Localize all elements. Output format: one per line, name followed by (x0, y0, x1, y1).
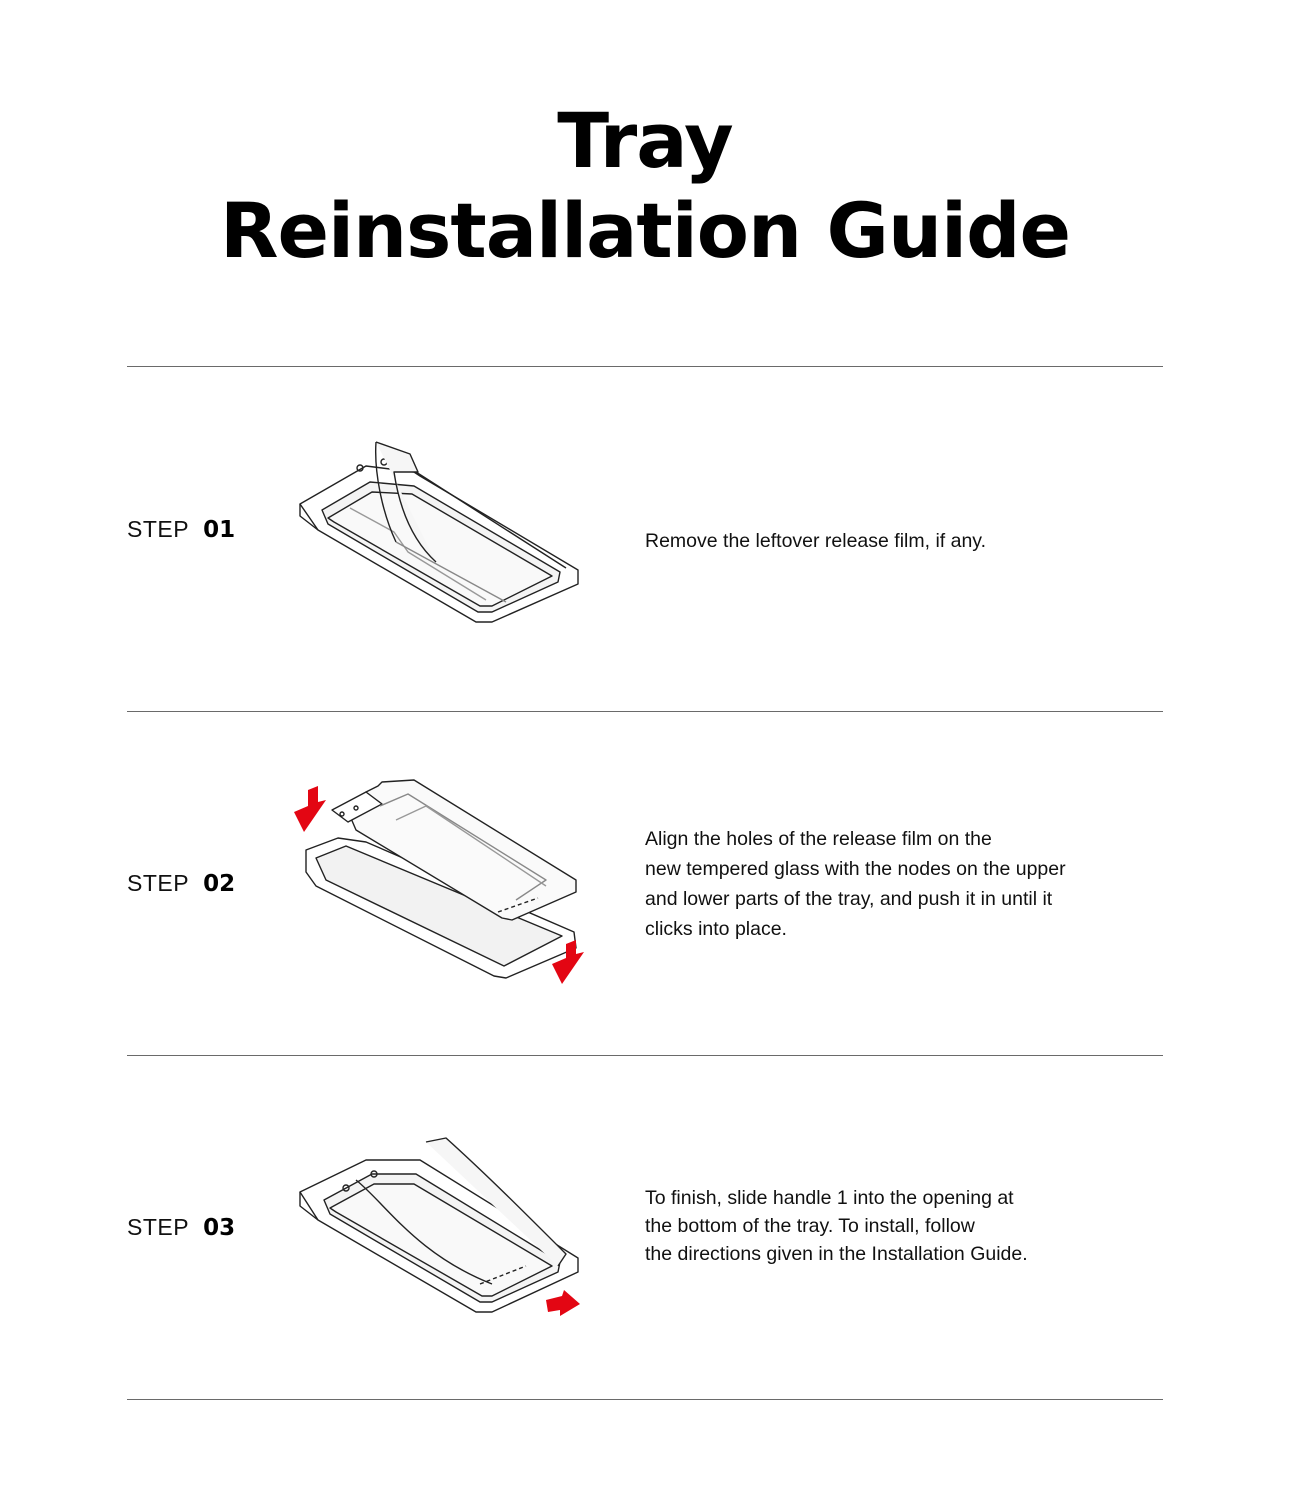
arrow-down-icon (294, 786, 326, 832)
step-description: To finish, slide handle 1 into the opening at the bottom of the tray. To install, follow the directions given in the Installation Guide. (645, 1187, 1028, 1265)
step-word: STEP (127, 1214, 190, 1240)
step-description: Remove the leftover release film, if any. (645, 530, 987, 552)
title-line-1: Tray (557, 96, 733, 185)
tray-illustration-icon (296, 1134, 586, 1324)
arrow-right-icon (546, 1290, 580, 1316)
step-number: 03 (203, 1215, 236, 1241)
step-label (127, 1214, 235, 1241)
title-line-2: Reinstallation Guide (219, 186, 1071, 275)
step-number: 01 (203, 517, 236, 543)
tray-illustration-icon (296, 432, 586, 632)
step-label (127, 870, 235, 897)
divider (127, 711, 1163, 712)
step-number: 02 (203, 871, 236, 897)
step-label (127, 516, 235, 543)
divider (127, 1399, 1163, 1400)
tray-illustration-icon (286, 776, 596, 990)
step-description: Align the holes of the release film on the new tempered glass with the nodes on the upper and lower parts of the tray, and push it in until it clicks into place. (645, 828, 1066, 940)
step-word: STEP (127, 870, 190, 896)
step-word: STEP (127, 516, 190, 542)
divider (127, 366, 1163, 367)
divider (127, 1055, 1163, 1056)
